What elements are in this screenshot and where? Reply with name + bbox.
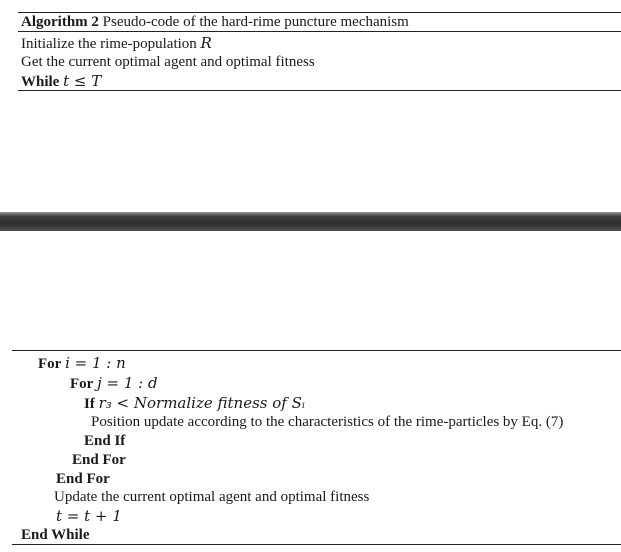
if-keyword: If [84,396,95,412]
line-update-best: Update the current optimal agent and optimal fitness [54,489,370,505]
page-break-band [0,212,621,231]
line-get-best: Get the current optimal agent and optimal fitness [21,54,315,70]
line-for-j [70,374,158,393]
while-keyword: While [21,74,60,90]
continuation-rule [12,350,621,351]
for-i-keyword: For [38,356,62,372]
line-if [84,394,305,413]
bottom-rule [12,544,621,545]
while-condition: t ≤ T [63,72,102,90]
caption-rule [18,31,621,32]
line-while [21,72,101,91]
line-end-if: End If [84,433,126,449]
init-text: Initialize the rime-population [21,36,197,52]
for-j-condition: j = 1 : d [97,374,158,392]
algorithm-title: Pseudo-code of the hard-rime puncture mechanism [102,14,409,30]
for-j-keyword: For [70,376,94,392]
init-var: R [200,34,212,52]
algorithm-label: Algorithm 2 [21,14,99,30]
algorithm-caption [21,13,409,31]
line-position-update: Position update according to the characteristics of the rime-particles by Eq. (7) [91,414,564,430]
line-initialize [21,34,212,53]
line-for-i [38,354,126,373]
line-end-for-inner: End For [72,452,126,468]
if-condition: r₃ < Normalize fitness of Sᵢ [98,394,305,412]
line-end-while: End While [21,527,90,543]
for-i-condition: i = 1 : n [65,354,126,372]
line-end-for-outer: End For [56,471,110,487]
line-increment: t = t + 1 [56,507,122,525]
while-rule [18,90,621,91]
